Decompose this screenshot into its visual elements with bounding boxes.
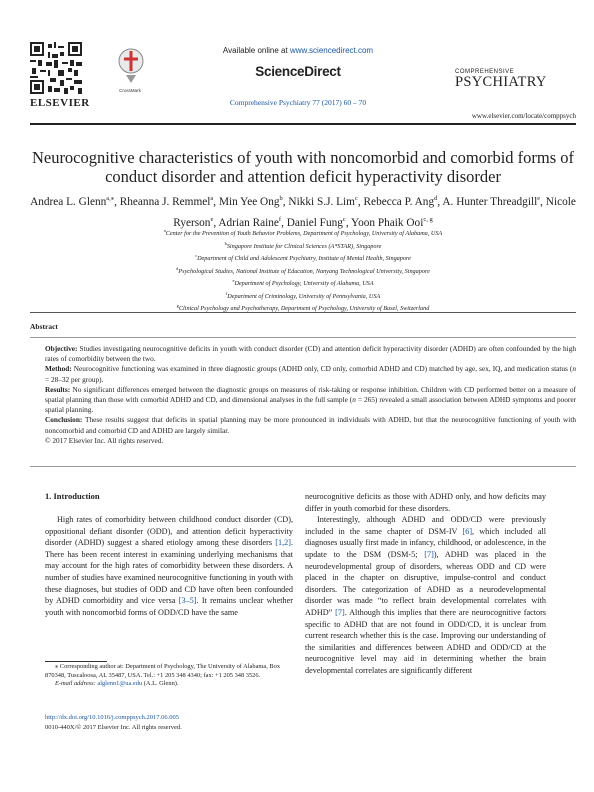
abstract-results: Results: No significant differences emerged between the diagnostic groups on measures of risk-taking or response inhibition. Children with CD performed better on a measure of spatial planning than those with comorbid ADHD and CD, and dimensional analyses in the full sample (n = 265) revealed a small association between ADHD symptoms and poorer spatial planning. xyxy=(45,384,577,415)
affiliation-item: $^d$Psychological Studies, National Institute of Education, Nanyang Technological University, Singapore xyxy=(176,265,430,275)
abstract-bottom-rule xyxy=(30,466,576,467)
author-name[interactable]: Adrian Raine xyxy=(218,216,279,229)
author-affiliation-marker: c, g xyxy=(423,215,433,223)
author-affiliation-marker: b xyxy=(279,195,283,202)
author-affiliation-marker: d xyxy=(434,195,438,202)
qr-code-icon xyxy=(30,42,82,94)
affiliation-item: $^c$Department of Child and Adolescent Psychiatry, Institute of Mental Health, Singapore xyxy=(195,253,411,263)
journal-homepage-link[interactable]: www.elsevier.com/locate/comppsych xyxy=(471,112,576,120)
availability-prefix: Available online at xyxy=(222,46,290,55)
affiliation-item: $^e$Department of Psychology, University of Alabama, USA xyxy=(232,278,374,288)
corresponding-author-footnote: ⁎ Corresponding author at: Department of Psychology, The University of Alabama, Box 870348, Tuscaloosa, AL 35487, USA. Tel.: +1 205 348 4340; fax: +1 205 348 3526. E-mail address: alglenn1@ua.edu (A.L. Glenn). xyxy=(45,663,281,688)
author-affiliation-marker: c xyxy=(342,215,346,223)
citation-link[interactable]: [7] xyxy=(335,607,345,617)
author-name[interactable]: Rheanna J. Remmel xyxy=(119,195,211,208)
affiliation-item: $^g$Clinical Psychology and Psychotherapy, Department of Psychology, University of Basel, Switzerland xyxy=(176,303,430,313)
journal-logo-main: PSYCHIATRY xyxy=(455,74,547,90)
sciencedirect-logo: ScienceDirect xyxy=(255,64,341,79)
author-name[interactable]: Min Yee Ong xyxy=(218,195,280,208)
section-heading: 1. Introduction xyxy=(45,491,100,501)
citation-link[interactable]: [6] xyxy=(462,526,473,536)
abstract-conclusion: Conclusion: These results suggest that deficits in spatial planning may be more pronounced in individuals with ADHD, but that the neurocognitive functioning of youth with noncomorbid and comorbid CD and ADHD are largely similar. xyxy=(45,415,576,435)
author-affiliation-marker: e xyxy=(537,195,541,202)
abstract-top-rule xyxy=(30,312,576,313)
author-name[interactable]: A. Hunter Threadgill xyxy=(442,195,538,208)
crossmark-label: CrossMark xyxy=(119,88,141,93)
author-name[interactable]: Andrea L. Glenn xyxy=(30,195,107,208)
footnote-rule xyxy=(45,661,107,662)
affiliation-item: $^b$Singapore Institute for Clinical Sciences (A*STAR), Singapore xyxy=(224,240,382,250)
header-rule xyxy=(30,123,576,125)
abstract-heading-rule xyxy=(30,337,576,338)
author-affiliation-marker: e xyxy=(210,215,214,223)
author-name[interactable]: Rebecca P. Ang xyxy=(363,195,435,208)
intro-paragraph-2: Interestingly, although ADHD and ODD/CD were previously included in the same chapter of DSM-IV [6], which included all diagnoses usually first made in infancy, childhood, or adolescence, in the update to the DSM (DSM-5; [7]), ADHD was placed in the neurodevelopmental group of disorders, whereas ODD and CD were placed in the chapter on disruptive, impulse-control and conduct disorders. The categorization of ADHD as a neurodevelopmental disorder was made “to reflect brain developmental correlates with ADHD” [7]. Although this implies that there are neurocognitive factors specific to ADHD that are not found in ODD/CD, it is unclear from current research whether this is the case. Improving our understanding of the similarities and differences between ADHD and ODD/CD at the neurocognitive level may aid in determining whether the brain developmental correlates are significantly different xyxy=(305,515,547,675)
intro-paragraph-1: High rates of comorbidity between childhood conduct disorder (CD), oppositional defiant disorder (ODD), and attention deficit hyperactivity disorder (ADHD) suggest a shared etiology among these disorders [1,2]. There has been recent interest in examining underlying mechanisms that may account for the high rates of comorbidity between these disorders. A number of studies have examined neurocognitive functioning in youth with these diagnoses, but studies of ODD and CD have often been confounded by ADHD comorbidity and vice versa [3–5]. It remains unclear whether youth with noncomorbid forms of ODD/CD have the same xyxy=(45,515,294,617)
sciencedirect-link[interactable]: www.sciencedirect.com xyxy=(289,46,374,55)
author-affiliation-marker: c xyxy=(354,195,358,202)
citation-link[interactable]: [3–5] xyxy=(178,596,197,606)
crossmark-icon[interactable] xyxy=(118,47,144,87)
author-list: Andrea L. Glenn$^{a,⁎}$, Rheanna J. Remmel$^a$, Min Yee Ong$^b$, Nikki S.J. Lim$^c$, Rebecca P. Ang$^d$, A. Hunter Threadgill$^e$, Nicole Ryerson$^e$, Adrian Raine$^f$, Daniel Fung$^c$, Yoon Phaik Ooi$^{c, g}$ xyxy=(30,195,576,229)
article-title: Neurocognitive characteristics of youth with noncomorbid and comorbid forms of conduct disorder and attention deficit hyperactivity disorder xyxy=(31,148,575,186)
journal-reference[interactable]: Comprehensive Psychiatry 77 (2017) 60 – 70 xyxy=(229,98,367,107)
issn-copyright: 0010-440X/© 2017 Elsevier Inc. All rights reserved. xyxy=(45,724,182,731)
affiliation-list xyxy=(30,226,576,314)
citation-link[interactable]: [7] xyxy=(424,549,434,559)
publisher-wordmark: ELSEVIER xyxy=(30,97,90,109)
abstract-body xyxy=(45,344,576,446)
right-column xyxy=(305,491,546,677)
author-affiliation-marker: a,⁎ xyxy=(106,195,115,202)
abstract-heading: Abstract xyxy=(30,322,58,331)
email-link[interactable]: alglenn1@ua.edu xyxy=(97,680,143,688)
abstract-objective: Objective: Studies investigating neurocognitive deficits in youth with conduct disorder (CD) and attention deficit hyperactivity disorder (ADHD) are often confounded by the high rates of comorbidity between the two. xyxy=(45,344,576,364)
doi-link[interactable]: http://dx.doi.org/10.1016/j.comppsych.2017.06.005 xyxy=(45,714,180,721)
affiliation-item: $^a$Center for the Prevention of Youth Behavior Problems, Department of Psychology, University of Alabama, USA xyxy=(163,228,443,238)
availability-line xyxy=(150,46,446,55)
abstract-copyright: © 2017 Elsevier Inc. All rights reserved. xyxy=(45,435,164,445)
author-affiliation-marker: f xyxy=(278,215,282,223)
citation-link[interactable]: [1,2] xyxy=(275,538,291,548)
affiliation-item: $^f$Department of Criminology, University of Pennsylvania, USA xyxy=(225,290,381,300)
author-name[interactable]: Daniel Fung xyxy=(286,216,343,229)
author-name[interactable]: Yoon Phaik Ooi xyxy=(351,216,424,229)
author-name[interactable]: Nikki S.J. Lim xyxy=(288,195,355,208)
left-column xyxy=(45,514,293,618)
author-affiliation-marker: a xyxy=(210,195,214,202)
abstract-method: Method: Neurocognitive functioning was examined in three diagnostic groups (ADHD only, CD only, comorbid ADHD and CD) matched by age, sex, IQ, and medication status (n = 28–32 per group). xyxy=(45,364,576,384)
journal-logo-top: COMPREHENSIVE xyxy=(455,69,515,75)
intro-paragraph-1-continued: neurocognitive deficits as those with ADHD only, and how deficits may differ in youth comorbid for these disorders. xyxy=(305,492,546,513)
author-name[interactable]: Nicole Ryerson xyxy=(173,195,576,229)
